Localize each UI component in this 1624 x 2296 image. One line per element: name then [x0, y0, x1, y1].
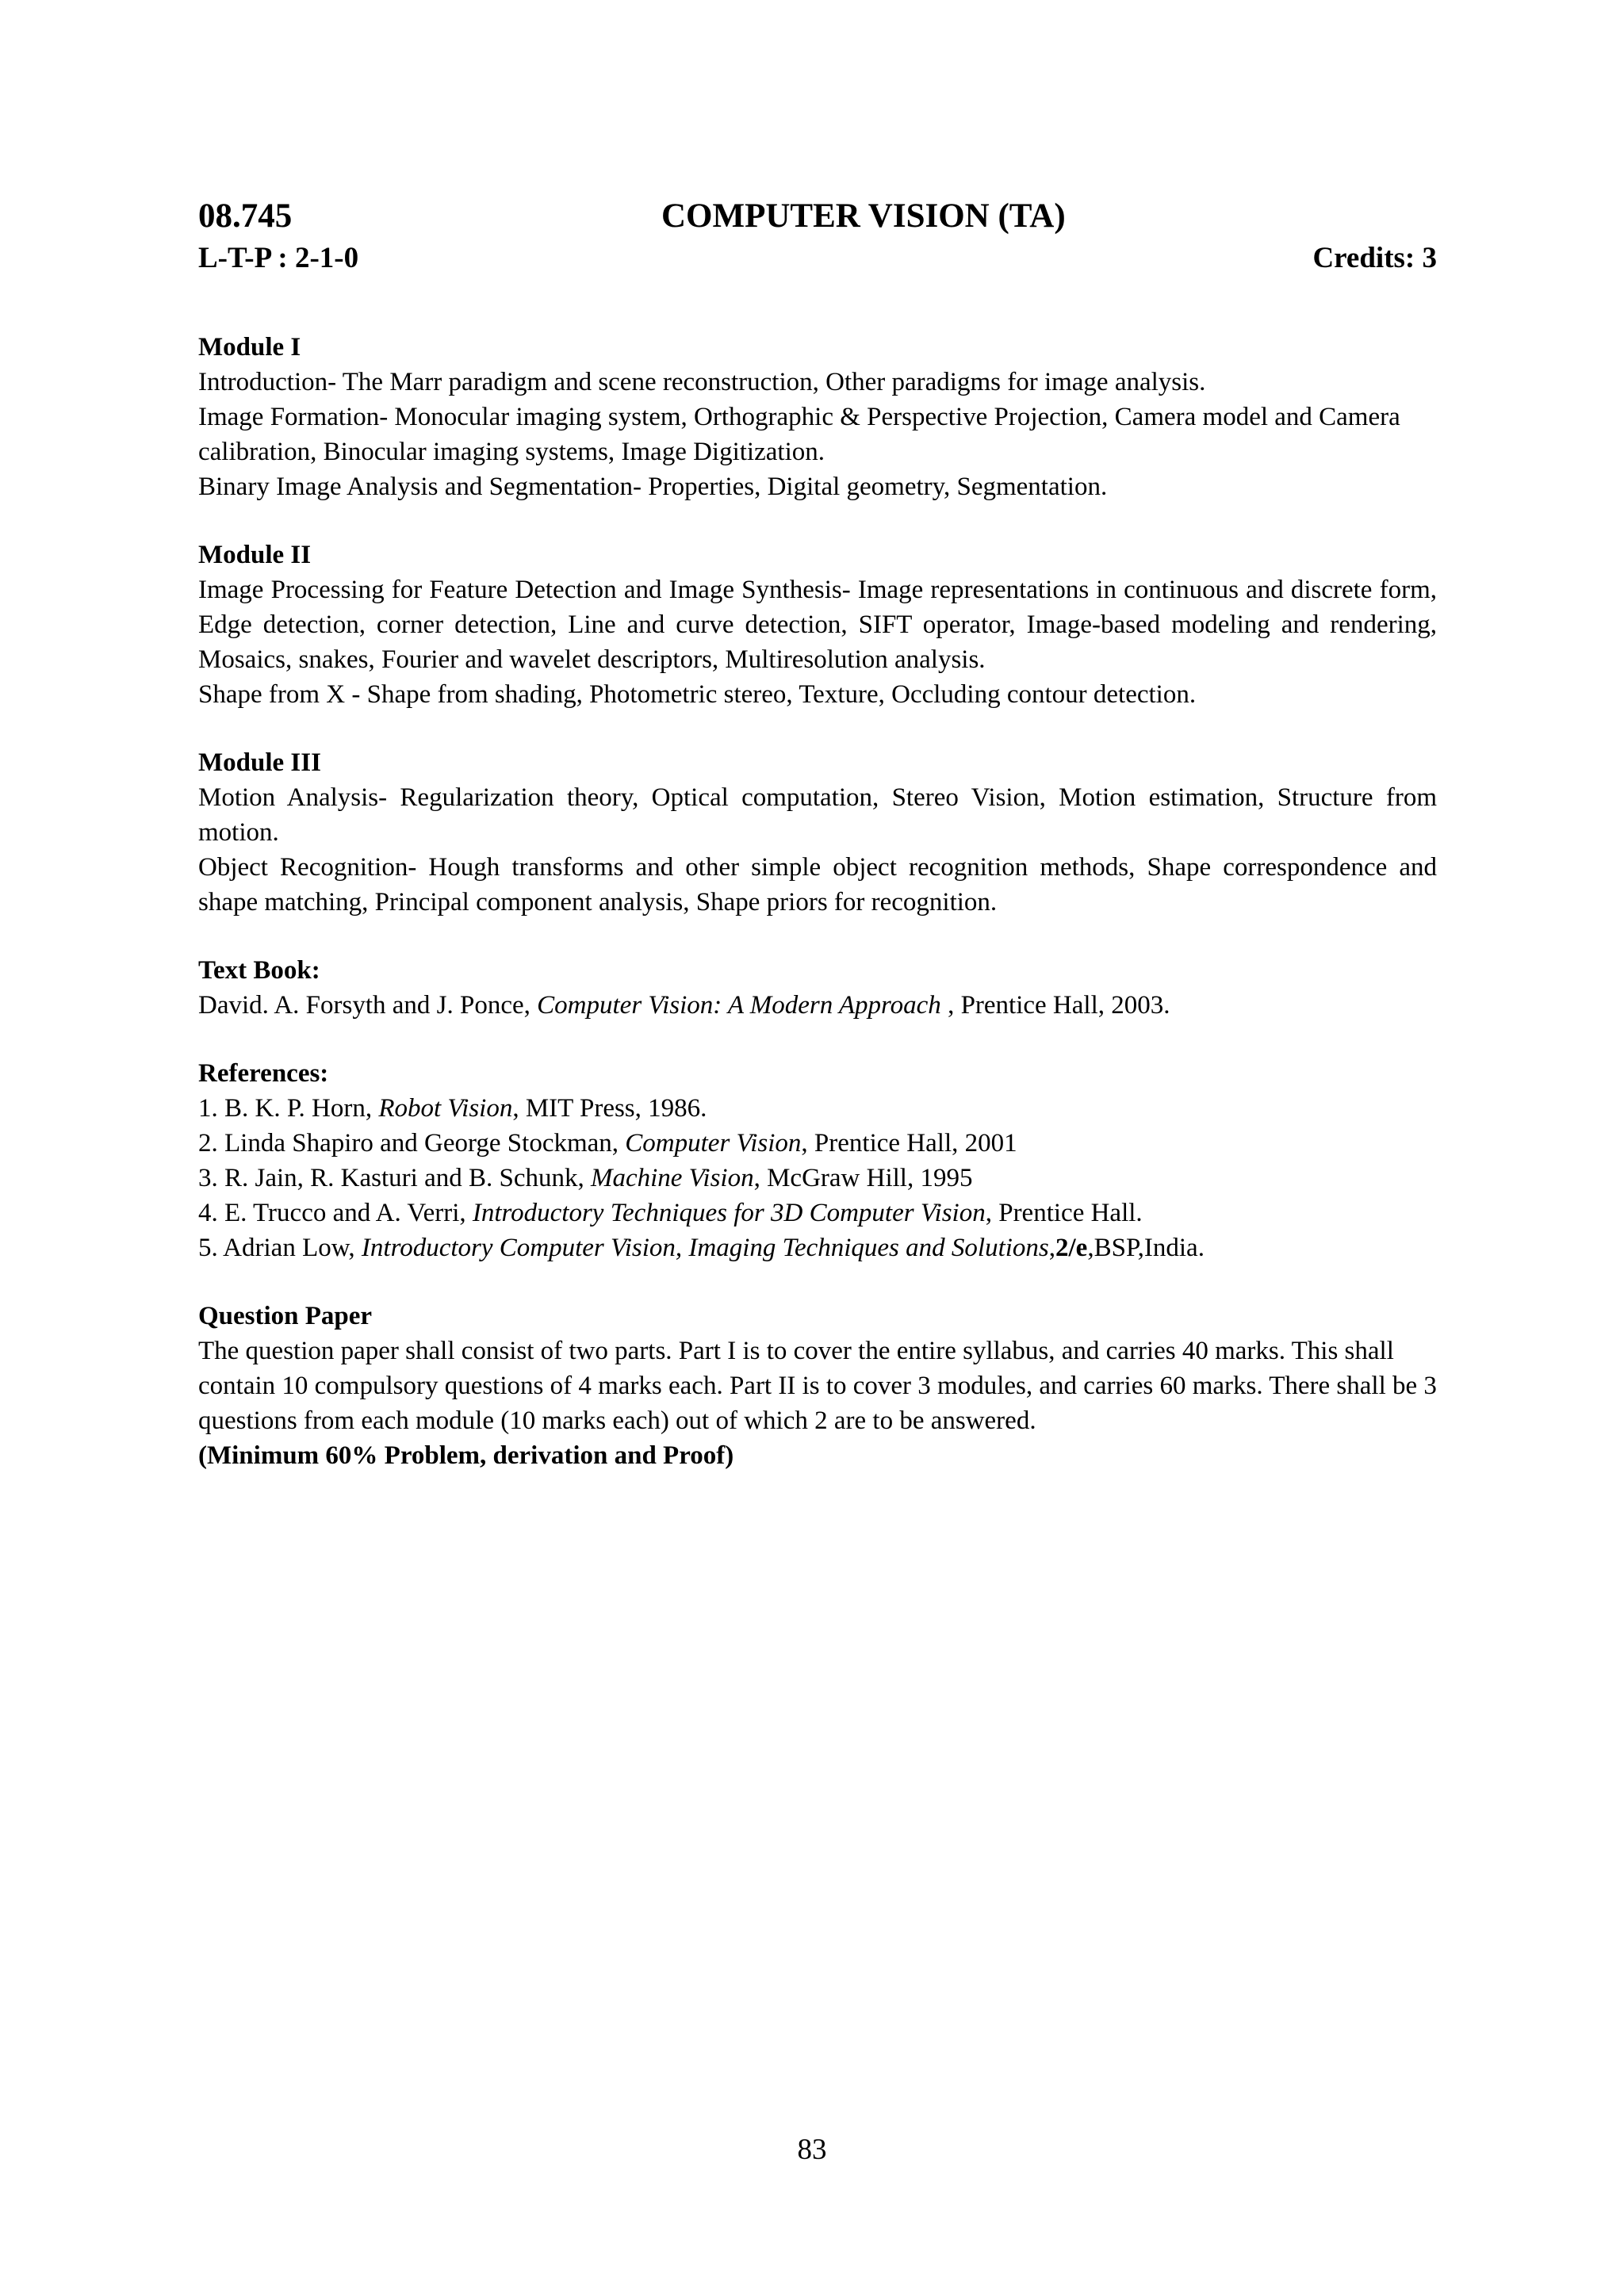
reference-author: 4. E. Trucco and A. Verri, [198, 1199, 473, 1227]
module-line: Image Processing for Feature Detection and Image Synthesis- Image representations in continuous and discrete form, Edge detection, corner detection, Line and curve detection, SIFT operator, Image-based modeling and rendering, Mosaics, snakes, Fourier and wavelet descriptors, Multiresolution analysis. [198, 576, 1437, 674]
references-list [198, 1091, 1437, 1265]
reference-item [198, 1091, 1437, 1126]
textbook-section [198, 953, 1437, 1023]
question-paper-section [198, 1299, 1437, 1473]
reference-separator: , [1048, 1234, 1056, 1262]
references-section [198, 1056, 1437, 1265]
module-2 [198, 538, 1437, 712]
reference-item [198, 1126, 1437, 1161]
module-3 [198, 745, 1437, 920]
textbook-authors: David. A. Forsyth and J. Ponce, [198, 991, 538, 1020]
module-line: Shape from X - Shape from shading, Photometric stereo, Texture, Occluding contour detection. [198, 680, 1197, 709]
question-paper-note: (Minimum 60% Problem, derivation and Proof) [198, 1441, 734, 1470]
reference-author: 5. Adrian Low, [198, 1234, 362, 1262]
module-line: Object Recognition- Hough transforms and other simple object recognition methods, Shape correspondence and shape matching, Principal component analysis, Shape priors for recognition. [198, 853, 1437, 916]
reference-edition: 2/e [1055, 1234, 1088, 1262]
reference-author: 3. R. Jain, R. Kasturi and B. Schunk, [198, 1164, 591, 1192]
course-meta [198, 241, 1437, 279]
reference-author: 1. B. K. P. Horn, [198, 1094, 379, 1123]
references-title: References: [198, 1059, 329, 1088]
textbook-entry [198, 988, 1437, 1023]
module-title: Module I [198, 333, 301, 362]
reference-item [198, 1230, 1437, 1265]
textbook-book-title: Computer Vision: A Modern Approach [537, 991, 941, 1020]
course-title: COMPUTER VISION (TA) [661, 197, 1066, 235]
reference-publisher: , Prentice Hall. [985, 1199, 1143, 1227]
module-line: Image Formation- Monocular imaging system, Orthographic & Perspective Projection, Camera model and Camera calibration, Binocular imaging systems, Image Digitization. [198, 403, 1400, 466]
reference-item [198, 1161, 1437, 1196]
module-title: Module II [198, 541, 312, 569]
question-paper-text: The question paper shall consist of two parts. Part I is to cover the entire syllabus, and carries 40 marks. This shall contain 10 compulsory questions of 4 marks each. Part II is to cover 3 modules, and carries 60 marks. There shall be 3 questions from each module (10 marks each) out of which 2 are to be answered. [198, 1337, 1437, 1435]
course-code: 08.745 [198, 197, 293, 235]
syllabus-page [198, 197, 1437, 1473]
reference-author: 2. Linda Shapiro and George Stockman, [198, 1129, 626, 1158]
module-1 [198, 330, 1437, 504]
module-line: Binary Image Analysis and Segmentation- Properties, Digital geometry, Segmentation. [198, 473, 1108, 501]
textbook-publisher: , Prentice Hall, 2003. [940, 991, 1170, 1020]
reference-item [198, 1196, 1437, 1230]
reference-publisher: , Prentice Hall, 2001 [801, 1129, 1017, 1158]
reference-publisher: , MIT Press, 1986. [512, 1094, 707, 1123]
reference-publisher: , McGraw Hill, 1995 [753, 1164, 973, 1192]
reference-title: Machine Vision [590, 1164, 754, 1192]
reference-title: Computer Vision [625, 1129, 802, 1158]
course-header [198, 197, 1437, 241]
ltp-value: L-T-P : 2-1-0 [198, 242, 359, 274]
reference-title: Introductory Techniques for 3D Computer Vision [472, 1199, 986, 1227]
reference-publisher: ,BSP,India. [1087, 1234, 1205, 1262]
reference-title: Robot Vision [378, 1094, 513, 1123]
module-line: Motion Analysis- Regularization theory, Optical computation, Stereo Vision, Motion estimation, Structure from motion. [198, 783, 1437, 847]
reference-title: Introductory Computer Vision, Imaging Techniques and Solutions [361, 1234, 1049, 1262]
module-title: Module III [198, 748, 321, 777]
credits-value: Credits: 3 [1312, 242, 1437, 274]
question-paper-title: Question Paper [198, 1302, 373, 1330]
textbook-title: Text Book: [198, 956, 320, 985]
page-number: 83 [797, 2133, 827, 2166]
module-line: Introduction- The Marr paradigm and scene reconstruction, Other paradigms for image analysis. [198, 368, 1206, 396]
